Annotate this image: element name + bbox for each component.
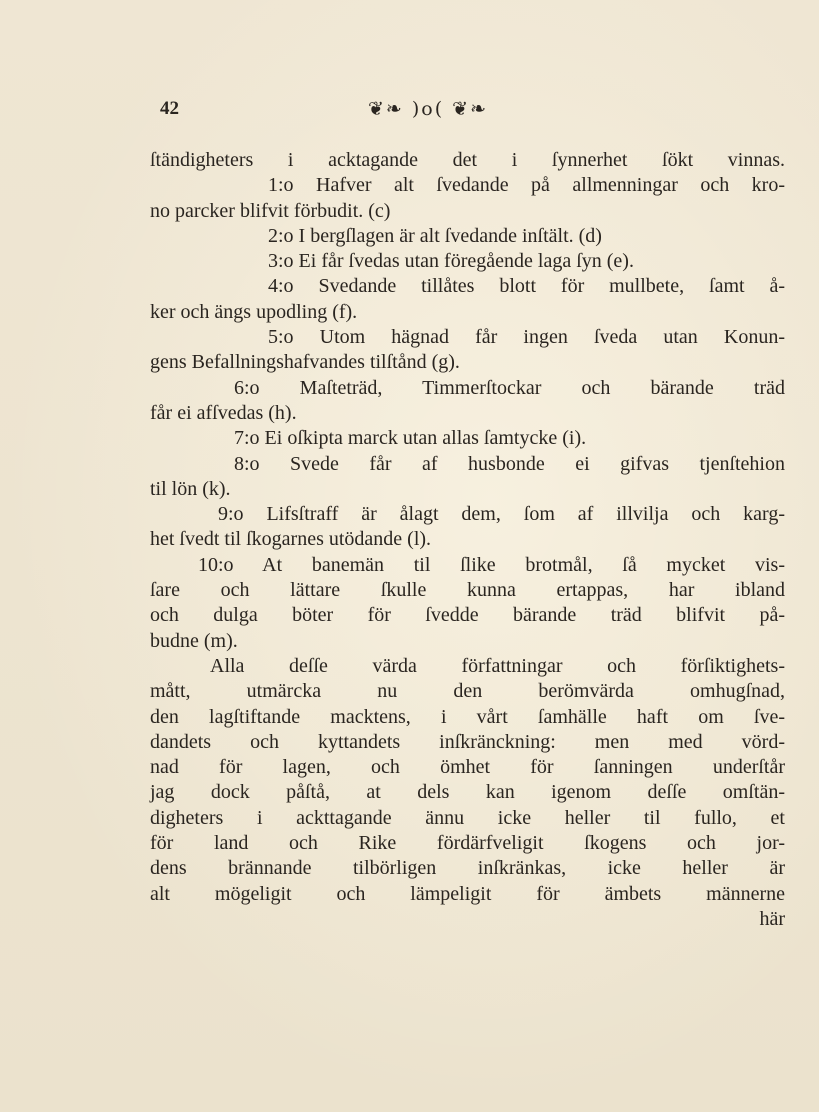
- text-line: digheters i ackttagande ännu icke heller til fullo, et: [150, 806, 785, 829]
- text-line: ker och ängs upodling (f).: [150, 300, 358, 323]
- text-line: nad för lagen, och ömhet för ſanningen underſtår: [150, 756, 785, 779]
- text-line: Alla deſſe värda författningar och förſiktighets-: [210, 654, 785, 677]
- text-line: alt mögeligit och lämpeligit för ämbets männerne: [150, 882, 785, 905]
- text-line: 10:o At banemän til ſlike brotmål, ſå mycket vis-: [198, 553, 785, 576]
- text-line: dens brännande tilbörligen inſkränkas, icke heller är: [150, 857, 785, 880]
- text-line: och dulga böter för ſvedde bärande träd blifvit på-: [150, 604, 785, 627]
- catchword: här: [759, 907, 785, 930]
- text-line: budne (m).: [150, 629, 238, 652]
- text-line: 1:o Hafver alt ſvedande på allmenningar och kro-: [268, 174, 785, 197]
- text-line: 9:o Lifsſtraff är ålagt dem, ſom af illvilja och karg-: [218, 503, 785, 526]
- text-line: gens Befallningshafvandes tilſtånd (g).: [150, 351, 460, 374]
- text-line: jag dock påſtå, at dels kan igenom deſſe omſtän-: [150, 781, 785, 804]
- text-line: 4:o Svedande tillåtes blott för mullbete, ſamt å-: [268, 275, 785, 298]
- page-header: [160, 98, 760, 134]
- text-line: ſare och lättare ſkulle kunna ertappas, har ibland: [150, 579, 785, 602]
- header-ornament: ❦❧ )o( ❦❧: [368, 98, 489, 120]
- text-line: 8:o Svede får af husbonde ei gifvas tjenſtehion: [234, 452, 785, 475]
- text-line: 6:o Maſteträd, Timmerſtockar och bärande träd: [234, 376, 785, 399]
- text-line: 7:o Ei oſkipta marck utan allas ſamtycke (i).: [234, 427, 587, 450]
- text-line: 3:o Ei får ſvedas utan föregående laga ſyn (e).: [268, 250, 634, 273]
- text-line: no parcker blifvit förbudit. (c): [150, 199, 391, 222]
- text-line: den lagſtiftande macktens, i vårt ſamhälle haft om ſve-: [150, 705, 785, 728]
- text-line: ſtändigheters i acktagande det i ſynnerhet ſökt vinnas.: [150, 149, 785, 171]
- text-line: til lön (k).: [150, 477, 231, 500]
- text-line: mått, utmärcka nu den berömvärda omhugſnad,: [150, 680, 785, 703]
- body-text: [150, 148, 785, 932]
- text-line: het ſvedt til ſkogarnes utödande (l).: [150, 528, 432, 551]
- text-line: 2:o I bergſlagen är alt ſvedande inſtält. (d): [268, 224, 602, 247]
- text-line: dandets och kyttandets inſkränckning: men med vörd-: [150, 730, 785, 753]
- page-number: 42: [160, 98, 179, 119]
- text-line: för land och Rike fördärfveligit ſkogens och jor-: [150, 832, 785, 855]
- text-line: får ei afſvedas (h).: [150, 401, 297, 424]
- text-line: 5:o Utom hägnad får ingen ſveda utan Konun-: [268, 326, 785, 349]
